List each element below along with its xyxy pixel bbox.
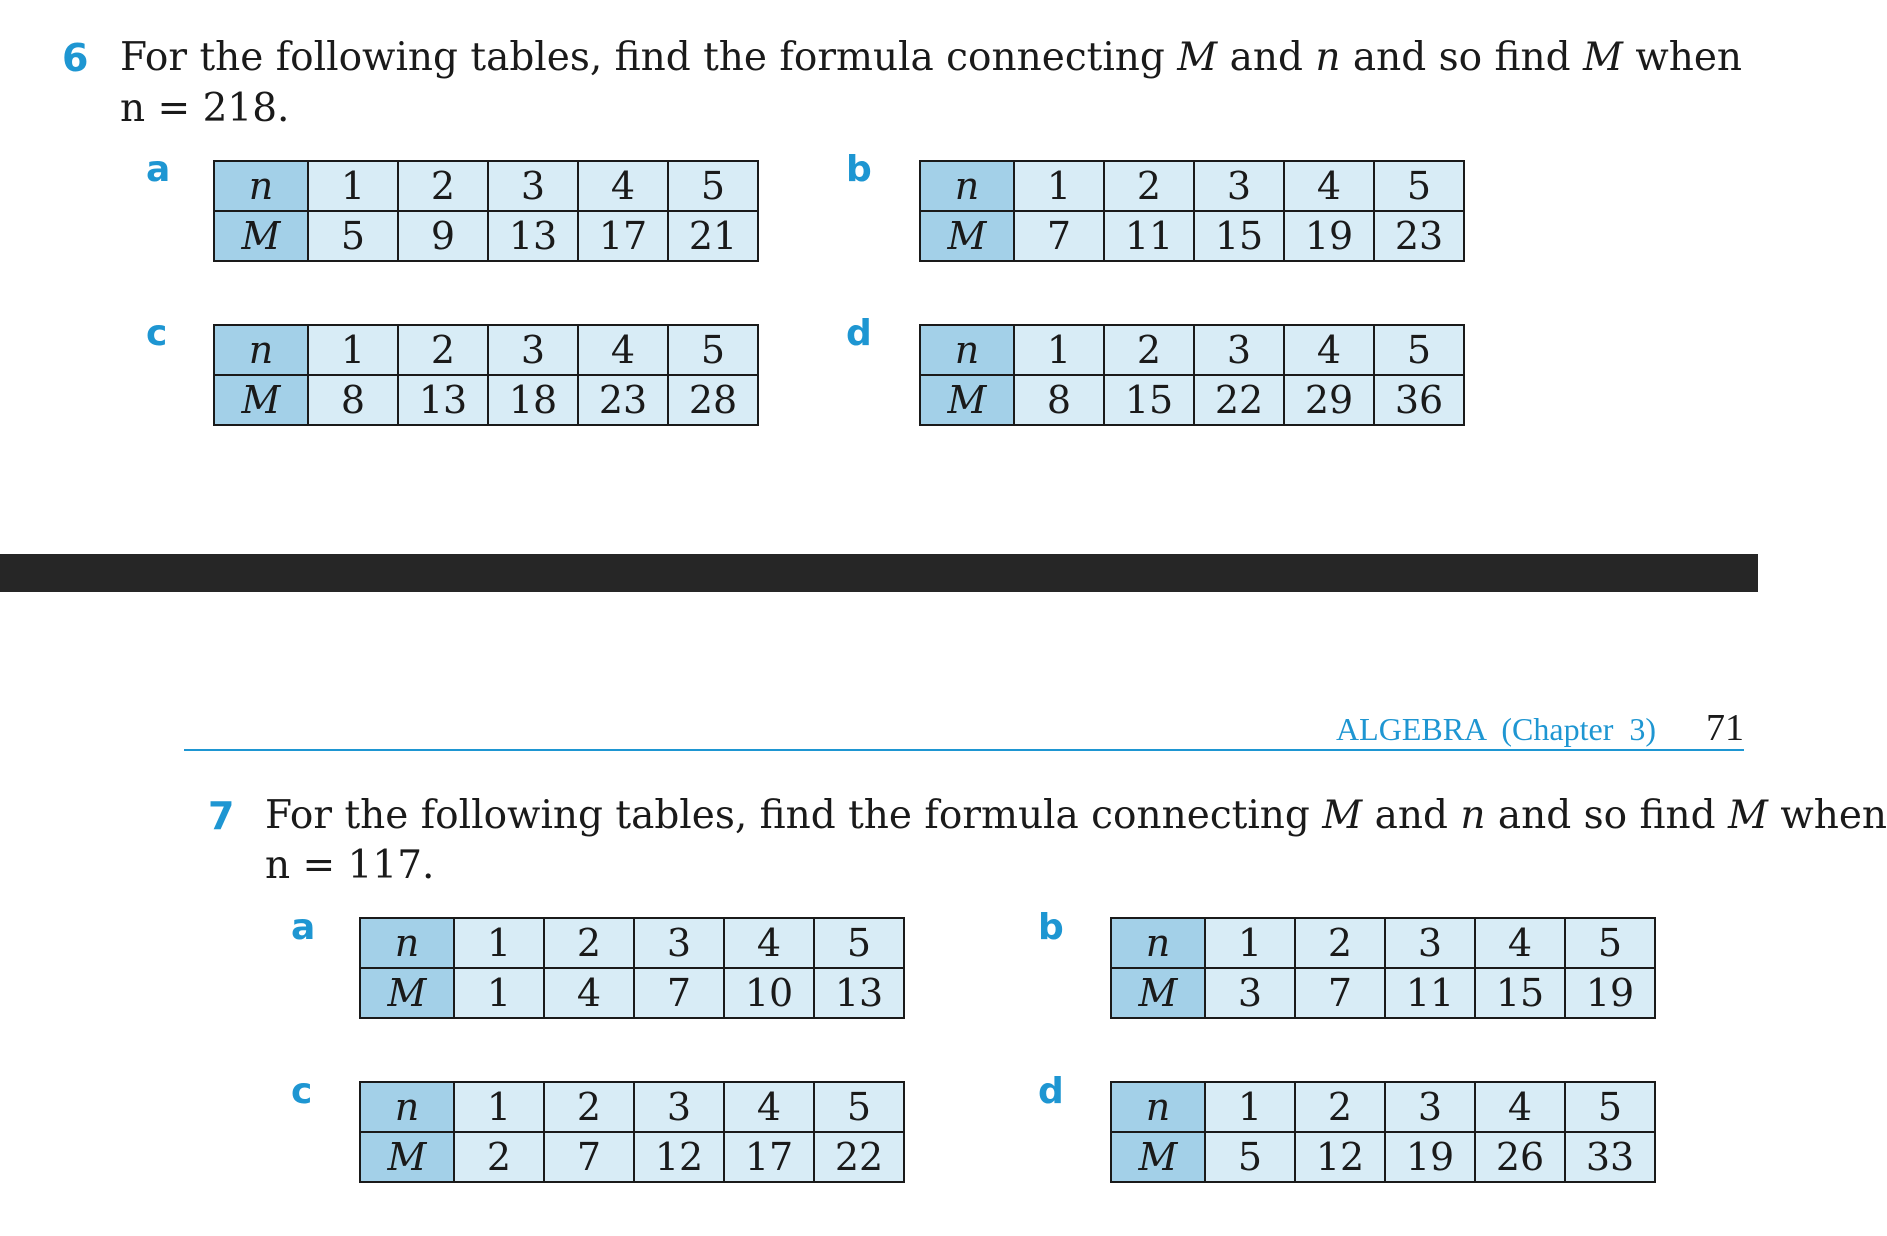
q6-var-n: n: [1315, 35, 1341, 80]
table-cell: 1: [1014, 161, 1104, 211]
table-row: [920, 161, 1464, 211]
table-row: [360, 1082, 904, 1132]
table-cell: 36: [1374, 375, 1464, 425]
row-header-n: n: [920, 161, 1014, 211]
table-cell: 1: [308, 325, 398, 375]
q7-var-n: n: [1460, 793, 1486, 838]
table-cell: 19: [1565, 968, 1655, 1018]
q6-text-when: when: [1622, 35, 1743, 80]
table-row: [360, 1132, 904, 1182]
table-cell: 12: [634, 1132, 724, 1182]
table-row: [214, 325, 758, 375]
q7-text-find: and so find: [1485, 793, 1729, 838]
q6-part-a-label: a: [146, 149, 171, 190]
table-cell: 1: [454, 1082, 544, 1132]
table-cell: 13: [398, 375, 488, 425]
row-header-M: M: [1111, 968, 1205, 1018]
question-7-text: [265, 790, 1887, 841]
table-cell: 3: [488, 161, 578, 211]
row-header-M: M: [214, 211, 308, 261]
q6-part-c-label: c: [146, 313, 168, 354]
page-number: 71: [1706, 707, 1744, 749]
table-cell: 3: [634, 918, 724, 968]
table-cell: 4: [544, 968, 634, 1018]
q6-text-and: and: [1217, 35, 1316, 80]
table-row: [920, 211, 1464, 261]
question-7-number: 7: [208, 794, 235, 838]
table-cell: 2: [1295, 918, 1385, 968]
footer-rule: [184, 749, 1744, 751]
table-row: [920, 325, 1464, 375]
q6-table-b: [919, 160, 1465, 262]
table-cell: 2: [1104, 161, 1194, 211]
table-row: [360, 918, 904, 968]
table-cell: 19: [1385, 1132, 1475, 1182]
table-cell: 5: [1565, 1082, 1655, 1132]
row-header-n: n: [360, 1082, 454, 1132]
table-cell: 22: [814, 1132, 904, 1182]
table-cell: 2: [1295, 1082, 1385, 1132]
table-cell: 1: [454, 968, 544, 1018]
q7-part-a-label: a: [291, 907, 316, 948]
table-cell: 3: [1205, 968, 1295, 1018]
row-header-n: n: [360, 918, 454, 968]
table-cell: 22: [1194, 375, 1284, 425]
table-cell: 1: [1205, 1082, 1295, 1132]
row-header-n: n: [1111, 918, 1205, 968]
q7-var-M: M: [1322, 793, 1363, 838]
table-cell: 4: [578, 325, 668, 375]
table-cell: 13: [814, 968, 904, 1018]
table-cell: 3: [1385, 1082, 1475, 1132]
q7-text-and: and: [1362, 793, 1461, 838]
table-cell: 2: [544, 918, 634, 968]
table-cell: 1: [1205, 918, 1295, 968]
question-7-line2: n = 117.: [265, 843, 435, 888]
table-cell: 2: [398, 325, 488, 375]
table-cell: 4: [1284, 161, 1374, 211]
row-header-M: M: [920, 211, 1014, 261]
table-cell: 5: [814, 918, 904, 968]
table-cell: 23: [1374, 211, 1464, 261]
table-row: [920, 375, 1464, 425]
table-cell: 3: [1194, 161, 1284, 211]
table-cell: 33: [1565, 1132, 1655, 1182]
q7-var-M-2: M: [1728, 793, 1768, 838]
table-cell: 11: [1104, 211, 1194, 261]
q6-text-find: and so find: [1340, 35, 1584, 80]
q6-table-d: [919, 324, 1465, 426]
q6-var-M-2: M: [1583, 35, 1623, 80]
table-cell: 26: [1475, 1132, 1565, 1182]
row-header-M: M: [1111, 1132, 1205, 1182]
q7-text-part1: For the following tables, find the formula connecting: [265, 793, 1323, 838]
row-header-M: M: [360, 968, 454, 1018]
q6-var-M: M: [1177, 35, 1218, 80]
question-6-number: 6: [62, 36, 89, 80]
row-header-M: M: [920, 375, 1014, 425]
table-cell: 28: [668, 375, 758, 425]
q7-table-c: [359, 1081, 905, 1183]
table-cell: 19: [1284, 211, 1374, 261]
table-cell: 5: [1374, 161, 1464, 211]
table-cell: 10: [724, 968, 814, 1018]
table-cell: 15: [1104, 375, 1194, 425]
table-cell: 4: [724, 1082, 814, 1132]
table-cell: 11: [1385, 968, 1475, 1018]
table-cell: 7: [1295, 968, 1385, 1018]
q7-text-when: when: [1767, 793, 1887, 838]
table-cell: 3: [1385, 918, 1475, 968]
table-cell: 5: [308, 211, 398, 261]
row-header-n: n: [1111, 1082, 1205, 1132]
table-row: [360, 968, 904, 1018]
table-row: [1111, 1132, 1655, 1182]
table-row: [214, 161, 758, 211]
question-6-text: [120, 32, 1742, 83]
table-cell: 21: [668, 211, 758, 261]
table-cell: 7: [544, 1132, 634, 1182]
q6-part-d-label: d: [846, 313, 872, 354]
q7-part-b-label: b: [1038, 907, 1064, 948]
table-cell: 9: [398, 211, 488, 261]
q7-part-c-label: c: [291, 1071, 313, 1112]
table-cell: 2: [398, 161, 488, 211]
q7-table-a: [359, 917, 905, 1019]
q6-part-b-label: b: [846, 149, 872, 190]
question-6-line2: n = 218.: [120, 86, 290, 131]
q7-part-d-label: d: [1038, 1071, 1064, 1112]
table-row: [1111, 968, 1655, 1018]
table-cell: 7: [1014, 211, 1104, 261]
table-cell: 12: [1295, 1132, 1385, 1182]
table-row: [1111, 918, 1655, 968]
table-cell: 17: [724, 1132, 814, 1182]
table-row: [214, 211, 758, 261]
table-cell: 3: [488, 325, 578, 375]
row-header-n: n: [214, 325, 308, 375]
table-cell: 23: [578, 375, 668, 425]
q6-table-c: [213, 324, 759, 426]
row-header-M: M: [214, 375, 308, 425]
table-cell: 4: [1284, 325, 1374, 375]
table-cell: 5: [1374, 325, 1464, 375]
table-cell: 5: [1205, 1132, 1295, 1182]
table-cell: 4: [1475, 918, 1565, 968]
q7-table-d: [1110, 1081, 1656, 1183]
table-cell: 18: [488, 375, 578, 425]
table-row: [1111, 1082, 1655, 1132]
row-header-n: n: [214, 161, 308, 211]
table-row: [214, 375, 758, 425]
table-cell: 2: [1104, 325, 1194, 375]
chapter-footer: ALGEBRA (Chapter 3): [1336, 711, 1656, 747]
table-cell: 8: [1014, 375, 1104, 425]
q6-text-part1: For the following tables, find the formula connecting: [120, 35, 1178, 80]
table-cell: 5: [814, 1082, 904, 1132]
table-cell: 15: [1475, 968, 1565, 1018]
table-cell: 1: [454, 918, 544, 968]
table-cell: 13: [488, 211, 578, 261]
table-cell: 5: [1565, 918, 1655, 968]
table-cell: 4: [578, 161, 668, 211]
table-cell: 2: [544, 1082, 634, 1132]
table-cell: 7: [634, 968, 724, 1018]
q6-table-a: [213, 160, 759, 262]
table-cell: 5: [668, 161, 758, 211]
table-cell: 4: [1475, 1082, 1565, 1132]
table-cell: 17: [578, 211, 668, 261]
table-cell: 3: [1194, 325, 1284, 375]
table-cell: 8: [308, 375, 398, 425]
table-cell: 5: [668, 325, 758, 375]
table-cell: 1: [308, 161, 398, 211]
row-header-n: n: [920, 325, 1014, 375]
row-header-M: M: [360, 1132, 454, 1182]
table-cell: 1: [1014, 325, 1104, 375]
table-cell: 29: [1284, 375, 1374, 425]
table-cell: 3: [634, 1082, 724, 1132]
q7-table-b: [1110, 917, 1656, 1019]
table-cell: 15: [1194, 211, 1284, 261]
page-divider: [0, 554, 1758, 592]
table-cell: 2: [454, 1132, 544, 1182]
table-cell: 4: [724, 918, 814, 968]
